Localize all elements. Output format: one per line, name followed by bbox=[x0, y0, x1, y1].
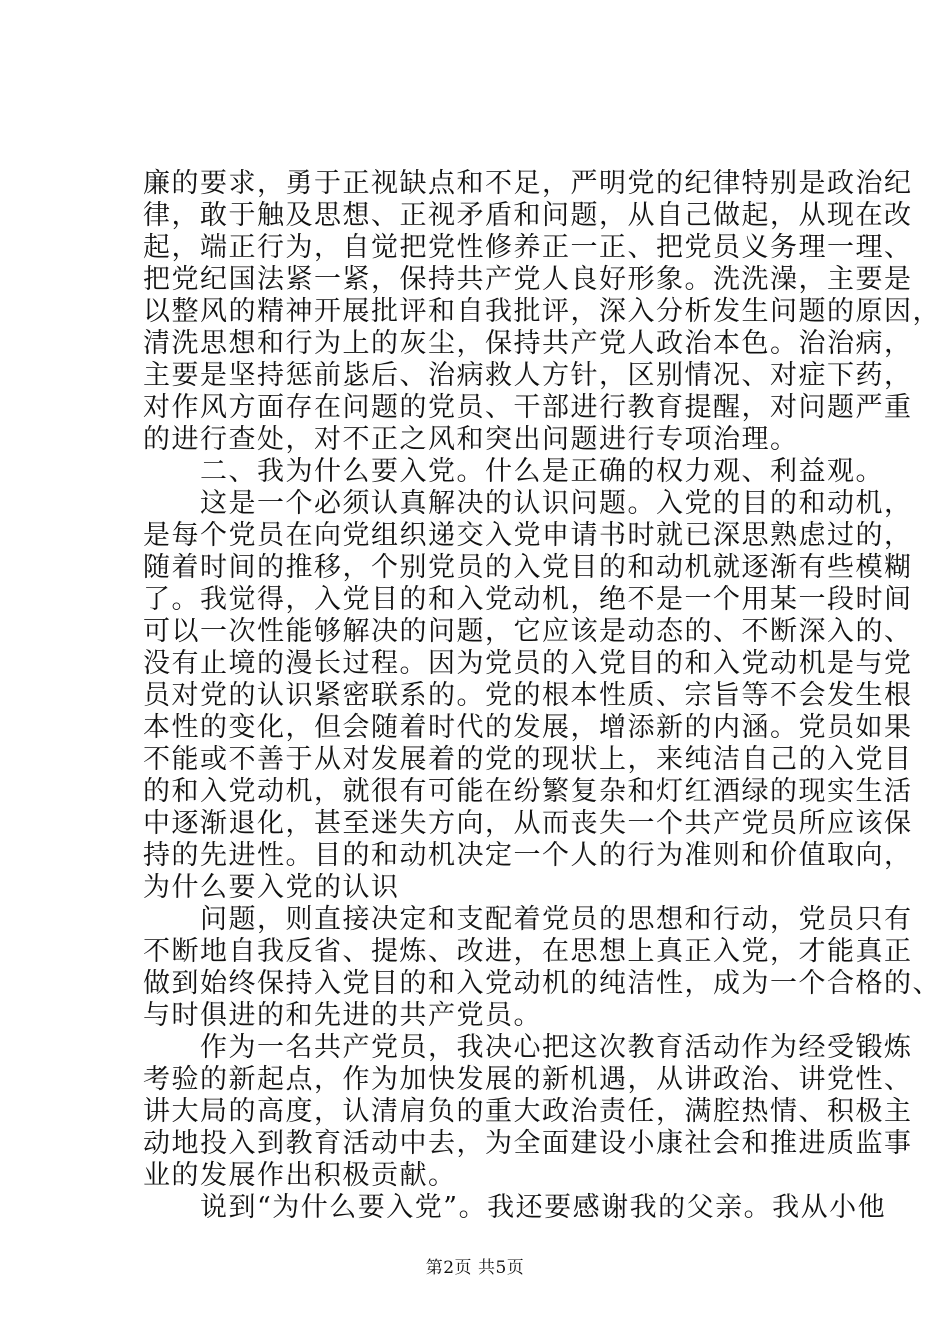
text-line: 廉的要求，勇于正视缺点和不足，严明党的纪律特别是政治纪 bbox=[143, 168, 913, 199]
text-line: 起，端正行为，自觉把党性修养正一正、把党员义务理一理、 bbox=[143, 232, 913, 263]
text-line: 讲大局的高度，认清肩负的重大政治责任，满腔热情、积极主 bbox=[143, 1096, 913, 1127]
text-line: 本性的变化，但会随着时代的发展，增添新的内涵。党员如果 bbox=[143, 712, 913, 743]
text-line: 问题，则直接决定和支配着党员的思想和行动，党员只有 bbox=[143, 904, 913, 935]
text-line: 作为一名共产党员，我决心把这次教育活动作为经受锻炼 bbox=[143, 1032, 913, 1063]
text-line: 这是一个必须认真解决的认识问题。入党的目的和动机， bbox=[143, 488, 913, 519]
text-line: 没有止境的漫长过程。因为党员的入党目的和入党动机是与党 bbox=[143, 648, 913, 679]
text-line: 为什么要入党的认识 bbox=[143, 872, 400, 903]
body-text bbox=[143, 168, 941, 1224]
text-line: 做到始终保持入党目的和入党动机的纯洁性，成为一个合格的、 bbox=[143, 968, 941, 999]
text-line: 清洗思想和行为上的灰尘，保持共产党人政治本色。治治病， bbox=[143, 328, 913, 359]
text-line: 是每个党员在向党组织递交入党申请书时就已深思熟虑过的， bbox=[143, 520, 913, 551]
text-line: 不断地自我反省、提炼、改进，在思想上真正入党，才能真正 bbox=[143, 936, 913, 967]
text-line: 与时俱进的和先进的共产党员。 bbox=[143, 1000, 542, 1031]
text-line: 可以一次性能够解决的问题，它应该是动态的、不断深入的、 bbox=[143, 616, 913, 647]
text-line: 业的发展作出积极贡献。 bbox=[143, 1160, 457, 1191]
text-line: 律，敢于触及思想、正视矛盾和问题，从自己做起，从现在改 bbox=[143, 200, 913, 231]
text-line: 随着时间的推移，个别党员的入党目的和动机就逐渐有些模糊 bbox=[143, 552, 913, 583]
text-line: 考验的新起点，作为加快发展的新机遇，从讲政治、讲党性、 bbox=[143, 1064, 913, 1095]
text-line: 动地投入到教育活动中去，为全面建设小康社会和推进质监事 bbox=[143, 1128, 913, 1159]
text-line: 了。我觉得，入党目的和入党动机，绝不是一个用某一段时间 bbox=[143, 584, 913, 615]
text-line: 中逐渐退化，甚至迷失方向，从而丧失一个共产党员所应该保 bbox=[143, 808, 913, 839]
page-number-footer: 第2页 共5页 bbox=[425, 1258, 525, 1278]
section-heading: 二、我为什么要入党。什么是正确的权力观、利益观。 bbox=[143, 456, 884, 487]
text-line: 持的先进性。目的和动机决定一个人的行为准则和价值取向， bbox=[143, 840, 913, 871]
text-line: 员对党的认识紧密联系的。党的根本性质、宗旨等不会发生根 bbox=[143, 680, 913, 711]
text-line: 把党纪国法紧一紧，保持共产党人良好形象。洗洗澡，主要是 bbox=[143, 264, 913, 295]
text-line: 不能或不善于从对发展着的党的现状上，来纯洁自己的入党目 bbox=[143, 744, 913, 775]
text-line: 的进行查处，对不正之风和突出问题进行专项治理。 bbox=[143, 424, 799, 455]
text-line: 以整风的精神开展批评和自我批评，深入分析发生问题的原因， bbox=[143, 296, 941, 327]
text-line: 主要是坚持惩前毖后、治病救人方针，区别情况、对症下药， bbox=[143, 360, 913, 391]
text-line: 的和入党动机，就很有可能在纷繁复杂和灯红酒绿的现实生活 bbox=[143, 776, 913, 807]
text-line: 对作风方面存在问题的党员、干部进行教育提醒，对问题严重 bbox=[143, 392, 913, 423]
text-line: 说到“为什么要入党”。我还要感谢我的父亲。我从小他 bbox=[143, 1192, 887, 1223]
